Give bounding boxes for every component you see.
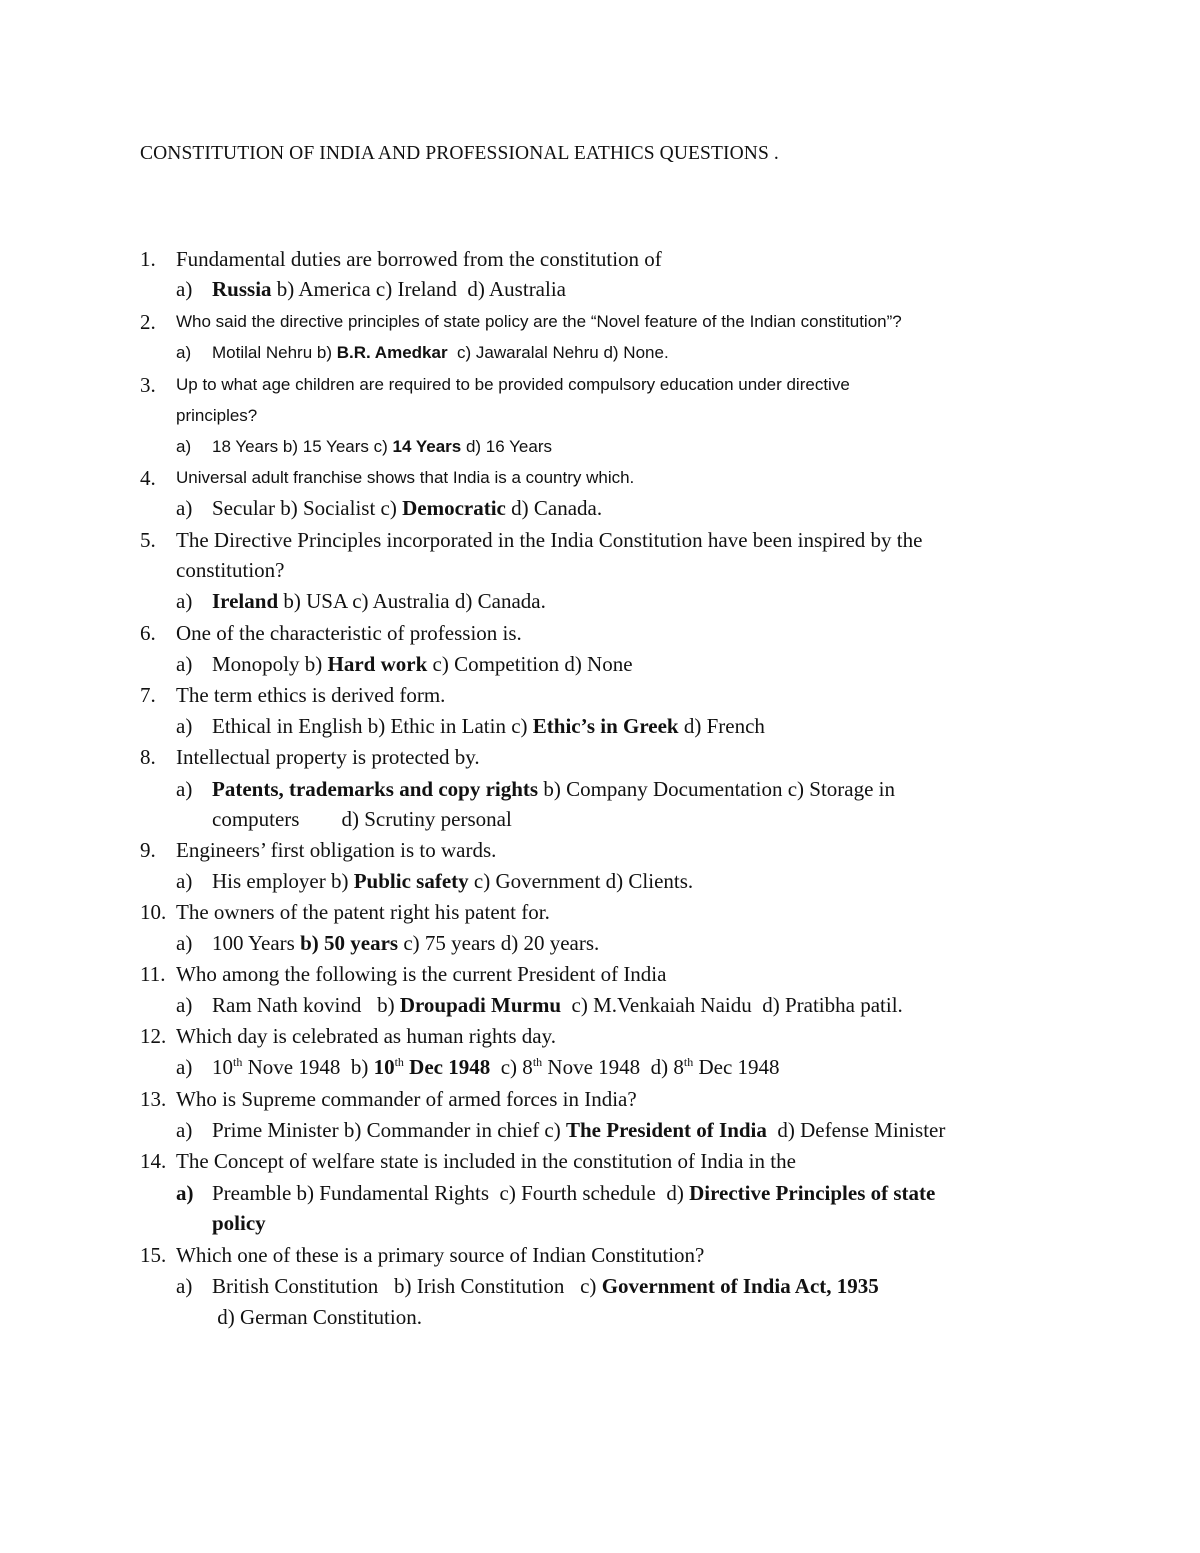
- ordinal-suffix: th: [532, 1055, 543, 1069]
- option-label: a): [176, 777, 193, 801]
- question-line: [0, 959, 1200, 989]
- correct-answer: Patents, trademarks and copy rights: [212, 777, 539, 801]
- options-text-cont: d) German Constitution.: [212, 1305, 422, 1329]
- correct-answer: Hard work: [327, 652, 428, 676]
- options-text: [212, 928, 599, 958]
- option-label: a): [176, 437, 192, 456]
- option-segment: Motilal Nehru b): [212, 343, 337, 362]
- options-text: [212, 866, 693, 896]
- question-line: [0, 307, 1200, 337]
- options-text-cont: policy: [212, 1211, 266, 1235]
- option-segment: Dec 1948: [693, 1055, 780, 1079]
- option-label: a): [176, 1118, 193, 1142]
- options-line: [0, 432, 1200, 462]
- option-segment: d) 16 Years: [461, 437, 552, 456]
- question-text-cont: principles?: [176, 406, 258, 425]
- question-number: 14.: [140, 1149, 167, 1173]
- option-label: a): [176, 714, 193, 738]
- options-text: [212, 274, 566, 304]
- question-line: [0, 897, 1200, 927]
- options-line: [0, 928, 1200, 958]
- option-label: a): [176, 931, 193, 955]
- question-line: [0, 680, 1200, 710]
- options-text-cont: computers d) Scrutiny personal: [212, 807, 512, 831]
- correct-answer: Russia: [212, 277, 272, 301]
- question-number: 15.: [140, 1243, 167, 1267]
- option-label: a): [176, 652, 193, 676]
- options-text: [212, 1178, 935, 1208]
- option-segment: c) M.Venkaiah Naidu d) Pratibha patil.: [561, 993, 903, 1017]
- question-number: 8.: [140, 745, 156, 769]
- options-text: [212, 338, 669, 368]
- question-text: Who said the directive principles of state policy are the “Novel feature of the Indian constitution”?: [176, 312, 902, 331]
- options-line: [0, 774, 1200, 804]
- question-line: [0, 525, 1200, 555]
- options-text: [212, 1115, 945, 1145]
- correct-answer: 10: [373, 1055, 395, 1079]
- option-label: a): [176, 589, 193, 613]
- ordinal-suffix: th: [394, 1055, 404, 1069]
- option-segment: Nove 1948 d) 8: [542, 1055, 684, 1079]
- options-line: [0, 711, 1200, 741]
- option-segment: c) Government d) Clients.: [468, 869, 694, 893]
- options-line-cont: [0, 1302, 1200, 1332]
- options-line: [0, 1271, 1200, 1301]
- option-segment: 18 Years b) 15 Years c): [212, 437, 393, 456]
- option-segment: 10: [212, 1055, 233, 1079]
- question-number: 4.: [140, 466, 156, 490]
- question-number: 11.: [140, 962, 166, 986]
- option-label: a): [176, 343, 192, 362]
- question-line: [0, 244, 1200, 274]
- correct-answer: 14 Years: [392, 437, 462, 456]
- correct-answer: Government of India Act, 1935: [601, 1274, 879, 1298]
- question-line: [0, 1240, 1200, 1270]
- correct-answer: b) 50 years: [300, 931, 399, 955]
- options-line: [0, 274, 1200, 304]
- options-line: [0, 990, 1200, 1020]
- options-line: [0, 1178, 1200, 1208]
- ordinal-suffix: th: [233, 1055, 243, 1069]
- question-line: [0, 1084, 1200, 1114]
- option-segment: b) USA c) Australia d) Canada.: [278, 589, 546, 613]
- question-text: Universal adult franchise shows that India is a country which.: [176, 468, 635, 487]
- correct-answer: Democratic: [402, 496, 506, 520]
- option-segment: Preamble b) Fundamental Rights c) Fourth schedule d): [212, 1181, 690, 1205]
- question-text: The owners of the patent right his patent for.: [176, 900, 550, 924]
- correct-answer: Droupadi Murmu: [399, 993, 562, 1017]
- options-line: [0, 338, 1200, 368]
- options-line-cont: [0, 804, 1200, 834]
- question-text: The term ethics is derived form.: [176, 683, 446, 707]
- options-line: [0, 1115, 1200, 1145]
- options-text: [212, 649, 633, 679]
- question-line: [0, 370, 1200, 400]
- question-text: Fundamental duties are borrowed from the constitution of: [176, 247, 662, 271]
- correct-answer: Ethic’s in Greek: [532, 714, 679, 738]
- option-label: a): [176, 869, 193, 893]
- question-line-cont: [0, 401, 1200, 431]
- option-segment: d) Defense Minister: [766, 1118, 946, 1142]
- options-text: [212, 432, 552, 462]
- option-segment: b) Company Documentation c) Storage in: [538, 777, 895, 801]
- option-label: a): [176, 1055, 193, 1079]
- option-segment: His employer b): [212, 869, 354, 893]
- option-segment: Monopoly b): [212, 652, 328, 676]
- options-text: [212, 1052, 780, 1082]
- question-text: Intellectual property is protected by.: [176, 745, 480, 769]
- question-text: One of the characteristic of profession is.: [176, 621, 522, 645]
- option-segment: Ram Nath kovind b): [212, 993, 400, 1017]
- option-segment: Nove 1948 b): [242, 1055, 374, 1079]
- question-number: 12.: [140, 1024, 167, 1048]
- ordinal-suffix: th: [683, 1055, 694, 1069]
- question-text: The Concept of welfare state is included in the constitution of India in the: [176, 1149, 796, 1173]
- correct-answer: Public safety: [353, 869, 469, 893]
- correct-answer: The President of India: [566, 1118, 767, 1142]
- question-text: Which day is celebrated as human rights day.: [176, 1024, 557, 1048]
- question-number: 5.: [140, 528, 156, 552]
- question-text: Which one of these is a primary source of Indian Constitution?: [176, 1243, 705, 1267]
- option-segment: Prime Minister b) Commander in chief c): [212, 1118, 566, 1142]
- options-text: [212, 774, 895, 804]
- question-line: [0, 742, 1200, 772]
- option-segment: b) America c) Ireland d) Australia: [271, 277, 566, 301]
- question-text: The Directive Principles incorporated in the India Constitution have been inspired by the: [176, 528, 923, 552]
- option-segment: c) Jawaralal Nehru d) None.: [447, 343, 669, 362]
- options-line: [0, 1052, 1200, 1082]
- option-segment: d) French: [678, 714, 765, 738]
- question-number: 1.: [140, 247, 156, 271]
- question-number: 7.: [140, 683, 156, 707]
- correct-answer: B.R. Amedkar: [336, 343, 448, 362]
- option-segment: d) Canada.: [505, 496, 603, 520]
- question-text-cont: constitution?: [176, 558, 285, 582]
- options-text: [212, 493, 602, 523]
- options-line: [0, 493, 1200, 523]
- option-segment: c) 8: [490, 1055, 533, 1079]
- options-line-cont: [0, 1208, 1200, 1238]
- option-segment: British Constitution b) Irish Constitution c): [212, 1274, 602, 1298]
- option-label: a): [176, 993, 193, 1017]
- option-label: a): [176, 496, 193, 520]
- question-line: [0, 618, 1200, 648]
- option-label: a): [176, 277, 193, 301]
- correct-answer: Dec 1948: [403, 1055, 491, 1079]
- options-line: [0, 586, 1200, 616]
- question-number: 10.: [140, 900, 167, 924]
- question-line: [0, 835, 1200, 865]
- question-line: [0, 463, 1200, 493]
- question-text: Engineers’ first obligation is to wards.: [176, 838, 497, 862]
- option-segment: c) 75 years d) 20 years.: [398, 931, 600, 955]
- option-segment: 100 Years: [212, 931, 301, 955]
- option-segment: Secular b) Socialist c): [212, 496, 403, 520]
- options-line: [0, 649, 1200, 679]
- options-text: [212, 586, 546, 616]
- option-segment: Ethical in English b) Ethic in Latin c): [212, 714, 533, 738]
- question-number: 13.: [140, 1087, 167, 1111]
- options-text: [212, 711, 765, 741]
- document-title: CONSTITUTION OF INDIA AND PROFESSIONAL EATHICS QUESTIONS .: [140, 143, 779, 164]
- question-text: Up to what age children are required to be provided compulsory education under directive: [176, 375, 850, 394]
- question-number: 3.: [140, 373, 156, 397]
- options-text: [212, 990, 903, 1020]
- options-text: [212, 1271, 879, 1301]
- options-line: [0, 866, 1200, 896]
- correct-answer: Ireland: [212, 589, 279, 613]
- question-number: 6.: [140, 621, 156, 645]
- question-number: 2.: [140, 310, 156, 334]
- question-line: [0, 1021, 1200, 1051]
- option-segment: c) Competition d) None: [427, 652, 633, 676]
- correct-answer: Directive Principles of state: [689, 1181, 936, 1205]
- question-number: 9.: [140, 838, 156, 862]
- option-label: a): [176, 1274, 193, 1298]
- question-line: [0, 1146, 1200, 1176]
- question-line-cont: [0, 555, 1200, 585]
- question-text: Who is Supreme commander of armed forces in India?: [176, 1087, 637, 1111]
- question-text: Who among the following is the current President of India: [176, 962, 667, 986]
- option-label: a): [176, 1181, 194, 1205]
